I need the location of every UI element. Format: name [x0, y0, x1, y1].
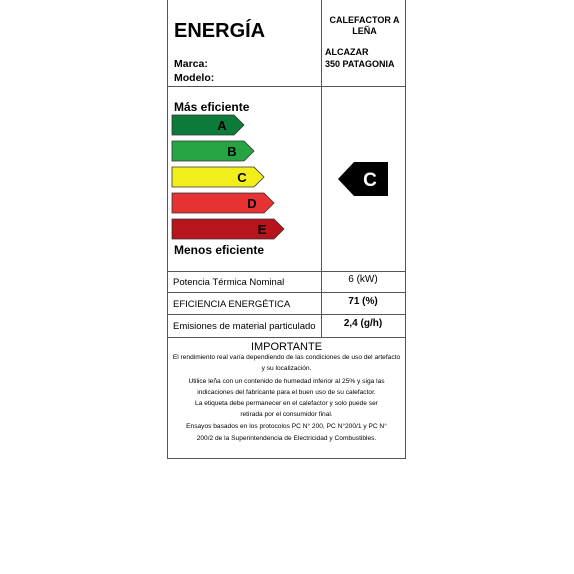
- spec-row-divider: [168, 292, 405, 293]
- most-efficient-label: Más eficiente: [174, 100, 250, 114]
- important-line: 200/2 de la Superintendencia de Electricidad y Combustibles.: [196, 435, 377, 442]
- column-divider: [321, 0, 322, 272]
- important-line: La etiqueta debe permanecer en el calefactor y solo puede ser: [195, 400, 378, 407]
- class-arrow-a: [172, 115, 244, 135]
- class-letter: C: [237, 170, 247, 185]
- class-arrow-shape: [172, 193, 274, 213]
- page-title: ENERGÍA: [174, 20, 266, 42]
- model-label: Modelo:: [174, 72, 215, 84]
- important-line: retirada por el consumidor final.: [240, 411, 333, 418]
- least-efficient-label: Menos eficiente: [174, 243, 265, 257]
- brand-label: Marca:: [174, 58, 208, 70]
- important-line: El rendimiento real varía dependiendo de las condiciones de uso del artefacto: [172, 354, 401, 361]
- spec-value: 71 (%): [348, 296, 378, 307]
- energy-label: [167, 0, 406, 459]
- class-letter: B: [227, 144, 237, 159]
- important-line: Utilice leña con un contenido de humedad inferior al 25% y siga las: [188, 378, 385, 385]
- spec-row-divider: [168, 314, 405, 315]
- class-letter: E: [257, 222, 267, 237]
- important-line: Ensayos basados en los protocolos PC N° 200, PC N°200/1 y PC N°: [186, 423, 387, 430]
- important-title: IMPORTANTE: [250, 341, 323, 353]
- rating-letter: C: [363, 170, 377, 191]
- class-arrow-shape: [172, 167, 264, 187]
- efficiency-scale: [168, 0, 321, 270]
- spec-label: EFICIENCIA ENERGÉTICA: [173, 299, 291, 310]
- spec-row-divider: [168, 337, 405, 338]
- spec-value: 6 (kW): [348, 274, 378, 285]
- product-type: CALEFACTOR A LEÑA: [329, 15, 400, 36]
- class-arrow-b: [172, 141, 254, 161]
- important-line: y su localización.: [261, 365, 312, 372]
- class-arrow-d: [172, 193, 274, 213]
- class-arrow-shape: [172, 219, 284, 239]
- rating-indicator: [338, 162, 390, 198]
- product-name-line2: 350 PATAGONIA: [325, 59, 395, 69]
- scale-divider: [168, 271, 405, 272]
- spec-value: 2,4 (g/h): [343, 318, 383, 329]
- spec-label: Potencia Térmica Nominal: [173, 277, 285, 288]
- important-line: indicaciones del fabricante para el buen uso de su calefactor.: [197, 389, 376, 396]
- spec-label: Emisiones de material particulado: [173, 321, 316, 332]
- class-letter: A: [217, 118, 227, 133]
- product-name-line1: ALCAZAR: [325, 47, 369, 57]
- class-arrow-shape: [172, 115, 244, 135]
- class-arrow-c: [172, 167, 264, 187]
- class-letter: D: [247, 196, 257, 211]
- class-arrow-shape: [172, 141, 254, 161]
- class-arrow-e: [172, 219, 284, 239]
